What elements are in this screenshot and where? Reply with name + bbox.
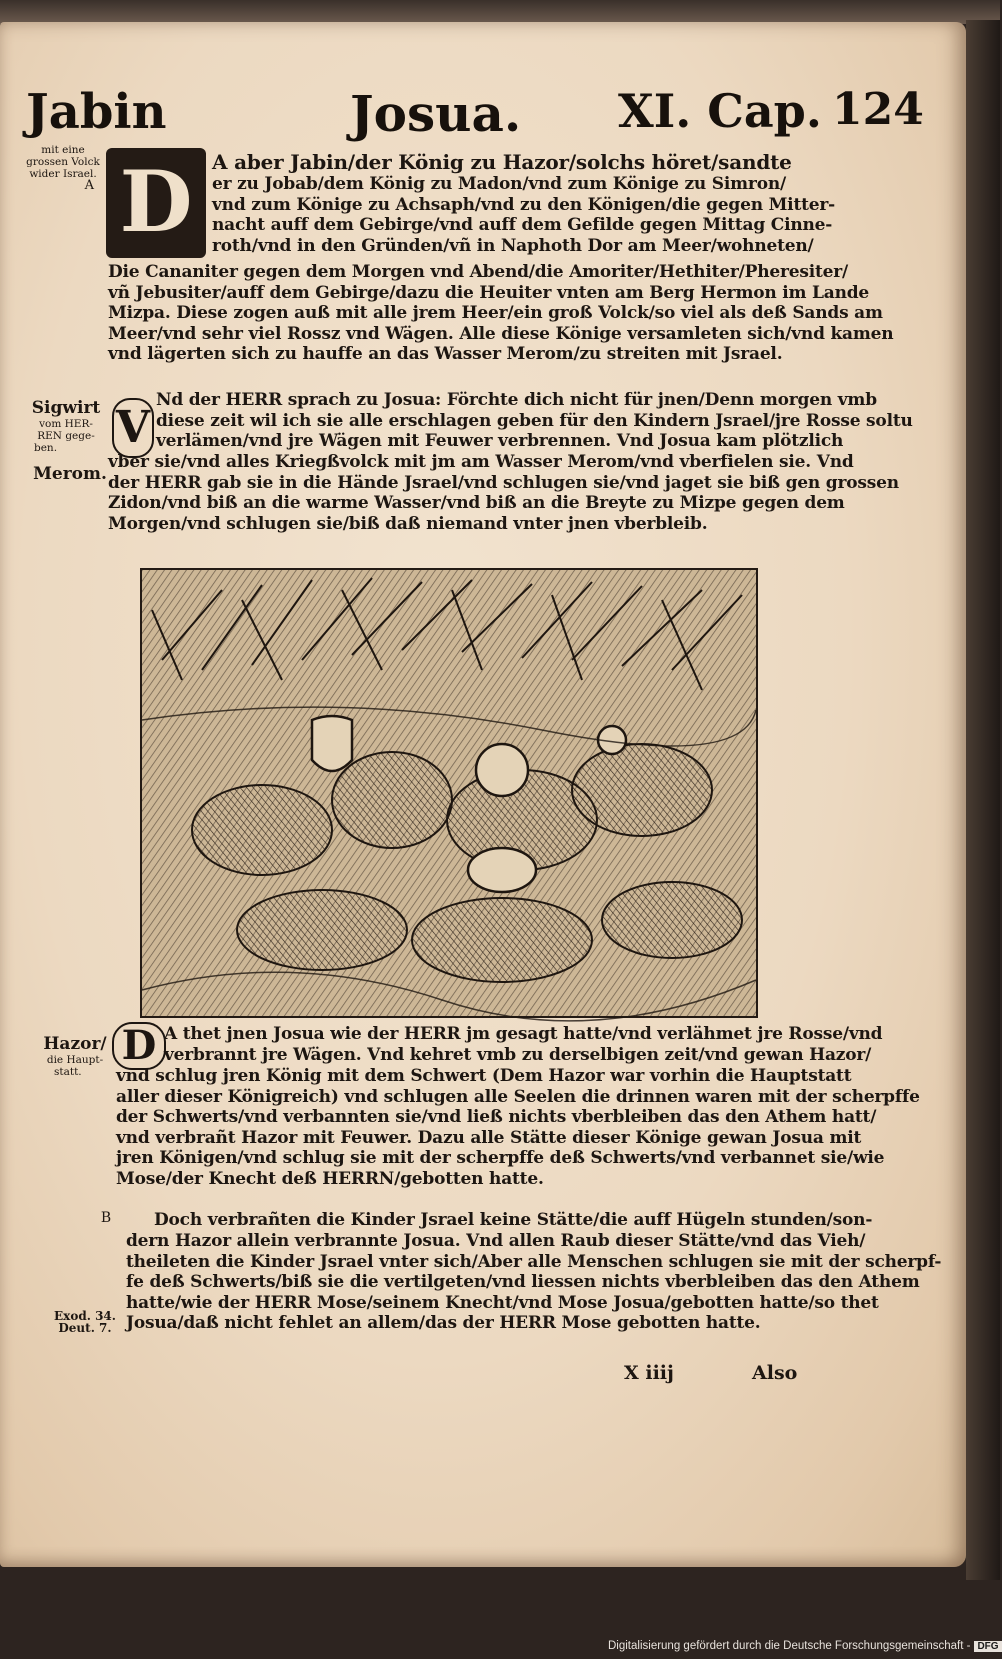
text-line: theileten die Kinder Jsrael vnter sich/Aber alle Menschen schlugen sie mit der scherpf- bbox=[126, 1251, 942, 1272]
battle-woodcut-illustration bbox=[140, 568, 758, 1018]
running-head-left: Jabin bbox=[26, 84, 167, 140]
text-line: verbrannt jre Wägen. Vnd kehret vmb zu derselbigen zeit/vnd gewan Hazor/ bbox=[164, 1044, 872, 1065]
text-line: hatte/wie der HERR Mose/seinem Knecht/vnd Mose Josua/gebotten hatte/so thet bbox=[126, 1292, 879, 1313]
running-head-title: Josua. bbox=[350, 84, 522, 143]
margin-note-e bbox=[96, 1212, 116, 1224]
book-top-edge bbox=[0, 0, 1000, 24]
text-line: Zidon/vnd biß an die warme Wasser/vnd biß an die Breyte zu Mizpe gegen dem bbox=[108, 493, 845, 514]
woodcut-artwork bbox=[142, 570, 756, 1016]
initial-glyph: V bbox=[115, 402, 151, 453]
margin-note-b bbox=[26, 398, 106, 454]
text-line: vber sie/vnd alles Kriegßvolck mit jm am Wasser Merom/vnd vberfielen sie. Vnd bbox=[108, 452, 854, 472]
text-line: Josua/daß nicht fehlet an allem/das der HERR Mose gebotten hatte. bbox=[126, 1313, 761, 1334]
text-line: A thet jnen Josua wie der HERR jm gesagt hatte/vnd verlähmet jre Rosse/vnd bbox=[164, 1024, 883, 1044]
text-line: Morgen/vnd schlugen sie/biß daß niemand vnter jnen vberbleib. bbox=[108, 513, 708, 534]
text-line: nacht auff dem Gebirge/vnd auff dem Gefilde gegen Mittag Cinne- bbox=[212, 215, 833, 236]
text-line: Nd der HERR sprach zu Josua: Förchte dich nicht für jnen/Denn morgen vmb bbox=[156, 390, 877, 410]
paragraph-lord-speaks-cont bbox=[108, 452, 899, 534]
paragraph-jabin-alliance-cont bbox=[108, 262, 894, 365]
paragraph-hazor-destroyed bbox=[164, 1024, 883, 1065]
text-line: jren Königen/vnd schlug sie mit der scherpffe deß Schwerts/vnd verbannet sie/wie bbox=[116, 1148, 885, 1169]
margin-note-line: vom HER- bbox=[39, 418, 93, 430]
initial-letter-d bbox=[106, 148, 206, 258]
paragraph-jabin-alliance bbox=[212, 150, 835, 256]
text-line: dern Hazor allein verbrannte Josua. Vnd allen Raub dieser Stätte/vnd das Vieh/ bbox=[126, 1231, 866, 1251]
text-line: A aber Jabin/der König zu Hazor/solchs höret/sandte bbox=[212, 150, 792, 174]
dfg-logo: DFG bbox=[974, 1641, 1001, 1652]
text-line: vnd lägerten sich zu hauffe an das Wasser Merom/zu streiten mit Jsrael. bbox=[108, 344, 783, 365]
signature-mark: X iiij bbox=[624, 1362, 674, 1384]
text-line: aller dieser Königreich) vnd schlugen alle Seelen die drinnen waren mit der scherpffe bbox=[116, 1086, 920, 1107]
text-line: der Schwerts/vnd verbannten sie/vnd ließ nichts vberbleiben das den Athem hatt/ bbox=[116, 1107, 877, 1128]
catchword: Also bbox=[752, 1362, 798, 1384]
text-line: verlämen/vnd jre Wägen mit Feuwer verbrennen. Vnd Josua kam plötzlich bbox=[156, 431, 844, 452]
text-line: Die Cananiter gegen dem Morgen vnd Abend/die Amoriter/Hethiter/Pheresiter/ bbox=[108, 262, 849, 282]
text-line: vñ Jebusiter/auff dem Gebirge/dazu die Heuiter vnten am Berg Hermon im Lande bbox=[108, 282, 870, 303]
text-line: Meer/vnd sehr viel Rossz vnd Wägen. Alle diese Könige versamleten sich/vnd kamen bbox=[108, 323, 894, 344]
margin-note-line: statt. bbox=[54, 1066, 82, 1078]
margin-note-line: Hazor/ bbox=[43, 1034, 107, 1054]
text-line: der HERR gab sie in die Hände Jsrael/vnd schlugen sie/vnd jaget sie biß gen grossen bbox=[108, 472, 899, 493]
margin-note-line: Exod. 34. bbox=[54, 1309, 116, 1323]
book-page bbox=[0, 22, 966, 1567]
margin-note-line: grossen Volck bbox=[26, 156, 100, 168]
margin-note-line: ben. bbox=[34, 442, 58, 454]
credit-text: Digitalisierung gefördert durch die Deutsche Forschungsgemeinschaft - bbox=[608, 1640, 971, 1652]
initial-letter-v bbox=[112, 398, 154, 458]
paragraph-lord-speaks bbox=[156, 390, 913, 452]
margin-note-a bbox=[26, 144, 100, 192]
text-line: vnd verbrañt Hazor mit Feuwer. Dazu alle Stätte dieser Könige gewan Josua mit bbox=[116, 1127, 862, 1148]
margin-letter-b: B bbox=[100, 1210, 112, 1226]
margin-letter-a: A bbox=[84, 178, 94, 193]
paragraph-cities-spared bbox=[154, 1210, 873, 1231]
margin-note-f bbox=[50, 1310, 120, 1334]
initial-glyph: D bbox=[121, 1022, 157, 1069]
digitization-credit bbox=[608, 1640, 1002, 1652]
margin-note-line: Sigwirt bbox=[31, 398, 101, 418]
text-line: diese zeit wil ich sie alle erschlagen geben für den Kindern Jsrael/jre Rosse soltu bbox=[156, 410, 913, 431]
text-line: Mose/der Knecht deß HERRN/gebotten hatte. bbox=[116, 1168, 544, 1189]
margin-note-line: Merom. bbox=[33, 464, 107, 484]
text-line: Mizpa. Diese zogen auß mit alle jrem Heer/ein groß Volck/so viel als deß Sands am bbox=[108, 303, 883, 324]
book-binding bbox=[966, 20, 1000, 1580]
margin-note-line: Deut. 7. bbox=[58, 1321, 112, 1335]
margin-note-line: wider Israel. bbox=[29, 168, 97, 180]
margin-note-line: die Haupt- bbox=[46, 1054, 104, 1066]
paragraph-hazor-destroyed-cont bbox=[116, 1066, 920, 1190]
paragraph-cities-spared-cont bbox=[126, 1231, 942, 1334]
page-number: 124 bbox=[832, 84, 924, 135]
initial-letter-d2 bbox=[112, 1022, 166, 1070]
text-line: vnd zum Könige zu Achsaph/vnd zu den Königen/die gegen Mitter- bbox=[212, 194, 835, 215]
margin-note-line: REN gege- bbox=[37, 430, 95, 442]
text-line: fe deß Schwerts/biß sie die vertilgeten/vnd liessen nichts vberbleiben das den Athem bbox=[126, 1272, 920, 1293]
running-head-chapter: XI. Cap. bbox=[618, 84, 822, 138]
text-line: roth/vnd in den Gründen/vñ in Naphoth Dor am Meer/wohneten/ bbox=[212, 235, 814, 256]
text-line: er zu Jobab/dem König zu Madon/vnd zum Könige zu Simron/ bbox=[212, 174, 786, 194]
margin-note-c bbox=[30, 464, 110, 484]
text-line: vnd schlug jren König mit dem Schwert (Dem Hazor war vorhin die Hauptstatt bbox=[116, 1066, 852, 1086]
margin-note-line: mit eine bbox=[41, 144, 85, 156]
initial-glyph: D bbox=[119, 152, 193, 251]
text-line: Doch verbrañten die Kinder Jsrael keine Stätte/die auff Hügeln stunden/son- bbox=[154, 1210, 873, 1230]
margin-note-d bbox=[40, 1034, 110, 1078]
